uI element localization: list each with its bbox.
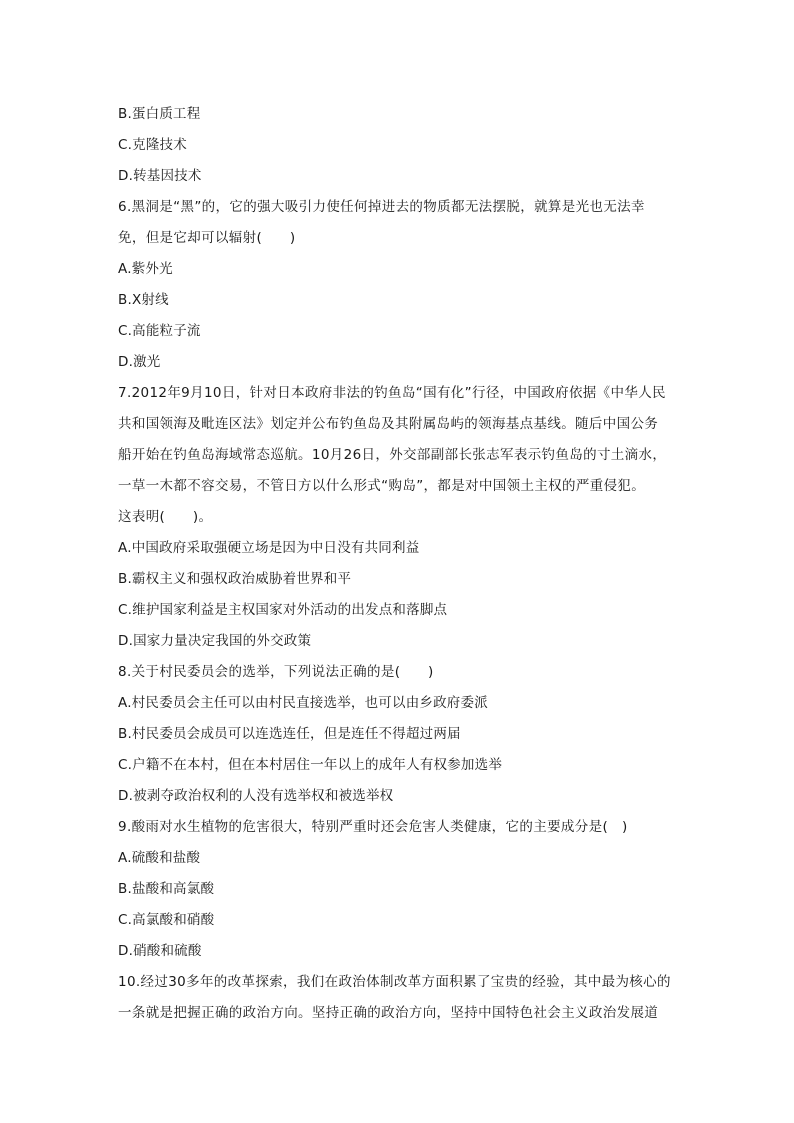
question-stem-line: 9.酸雨对水生植物的危害很大，特别严重时还会危害人类健康，它的主要成分是( ) xyxy=(118,819,628,835)
question-stem xyxy=(118,378,678,533)
answer-option: C.克隆技术 xyxy=(118,137,187,153)
question-stem xyxy=(118,967,678,1029)
answer-option: B.X射线 xyxy=(118,292,169,308)
answer-option: B.蛋白质工程 xyxy=(118,106,201,122)
question-stem xyxy=(118,812,678,843)
answer-option: C.户籍不在本村，但在本村居住一年以上的成年人有权参加选举 xyxy=(118,757,503,773)
question-content xyxy=(118,99,678,1029)
answer-option: D.激光 xyxy=(118,354,161,370)
question-stem-line: 一草一木都不容交易，不管日方以什么形式“购岛”，都是对中国领土主权的严重侵犯。 xyxy=(118,478,646,494)
question-stem-line: 免，但是它却可以辐射( ) xyxy=(118,230,296,246)
question-stem-line: 10.经过30多年的改革探索，我们在政治体制改革方面积累了宝贵的经验，其中最为核心的 xyxy=(118,974,671,990)
question-stem xyxy=(118,657,678,688)
answer-option: B.村民委员会成员可以连选连任，但是连任不得超过两届 xyxy=(118,726,461,742)
answer-option: B.霸权主义和强权政治威胁着世界和平 xyxy=(118,571,352,587)
answer-option: A.村民委员会主任可以由村民直接选举，也可以由乡政府委派 xyxy=(118,695,488,711)
question-stem-line: 船开始在钓鱼岛海域常态巡航。10月26日，外交部副部长张志军表示钓鱼岛的寸土滴水， xyxy=(118,447,667,463)
answer-option: D.转基因技术 xyxy=(118,168,202,184)
answer-option: B.盐酸和高氯酸 xyxy=(118,881,215,897)
question-stem xyxy=(118,192,678,254)
question-stem-line: 8.关于村民委员会的选举，下列说法正确的是( ) xyxy=(118,664,434,680)
answer-option: C.维护国家利益是主权国家对外活动的出发点和落脚点 xyxy=(118,602,448,618)
question-stem-line: 共和国领海及毗连区法》划定并公布钓鱼岛及其附属岛屿的领海基点基线。随后中国公务 xyxy=(118,416,659,432)
question-stem-line: 这表明( )。 xyxy=(118,509,213,525)
answer-option: D.硝酸和硫酸 xyxy=(118,943,202,959)
answer-option: C.高氯酸和硝酸 xyxy=(118,912,215,928)
answer-option: D.被剥夺政治权利的人没有选举权和被选举权 xyxy=(118,788,394,804)
question-stem-line: 一条就是把握正确的政治方向。坚持正确的政治方向，坚持中国特色社会主义政治发展道 xyxy=(118,1005,659,1021)
answer-option: C.高能粒子流 xyxy=(118,323,201,339)
answer-option: A.紫外光 xyxy=(118,261,173,277)
question-stem-line: 7.2012年9月10日，针对日本政府非法的钓鱼岛“国有化”行径，中国政府依据《中华人民 xyxy=(118,385,666,401)
answer-option: A.中国政府采取强硬立场是因为中日没有共同利益 xyxy=(118,540,420,556)
answer-option: D.国家力量决定我国的外交政策 xyxy=(118,633,312,649)
question-stem-line: 6.黑洞是“黑”的，它的强大吸引力使任何掉进去的物质都无法摆脱，就算是光也无法幸 xyxy=(118,199,645,215)
answer-option: A.硫酸和盐酸 xyxy=(118,850,201,866)
